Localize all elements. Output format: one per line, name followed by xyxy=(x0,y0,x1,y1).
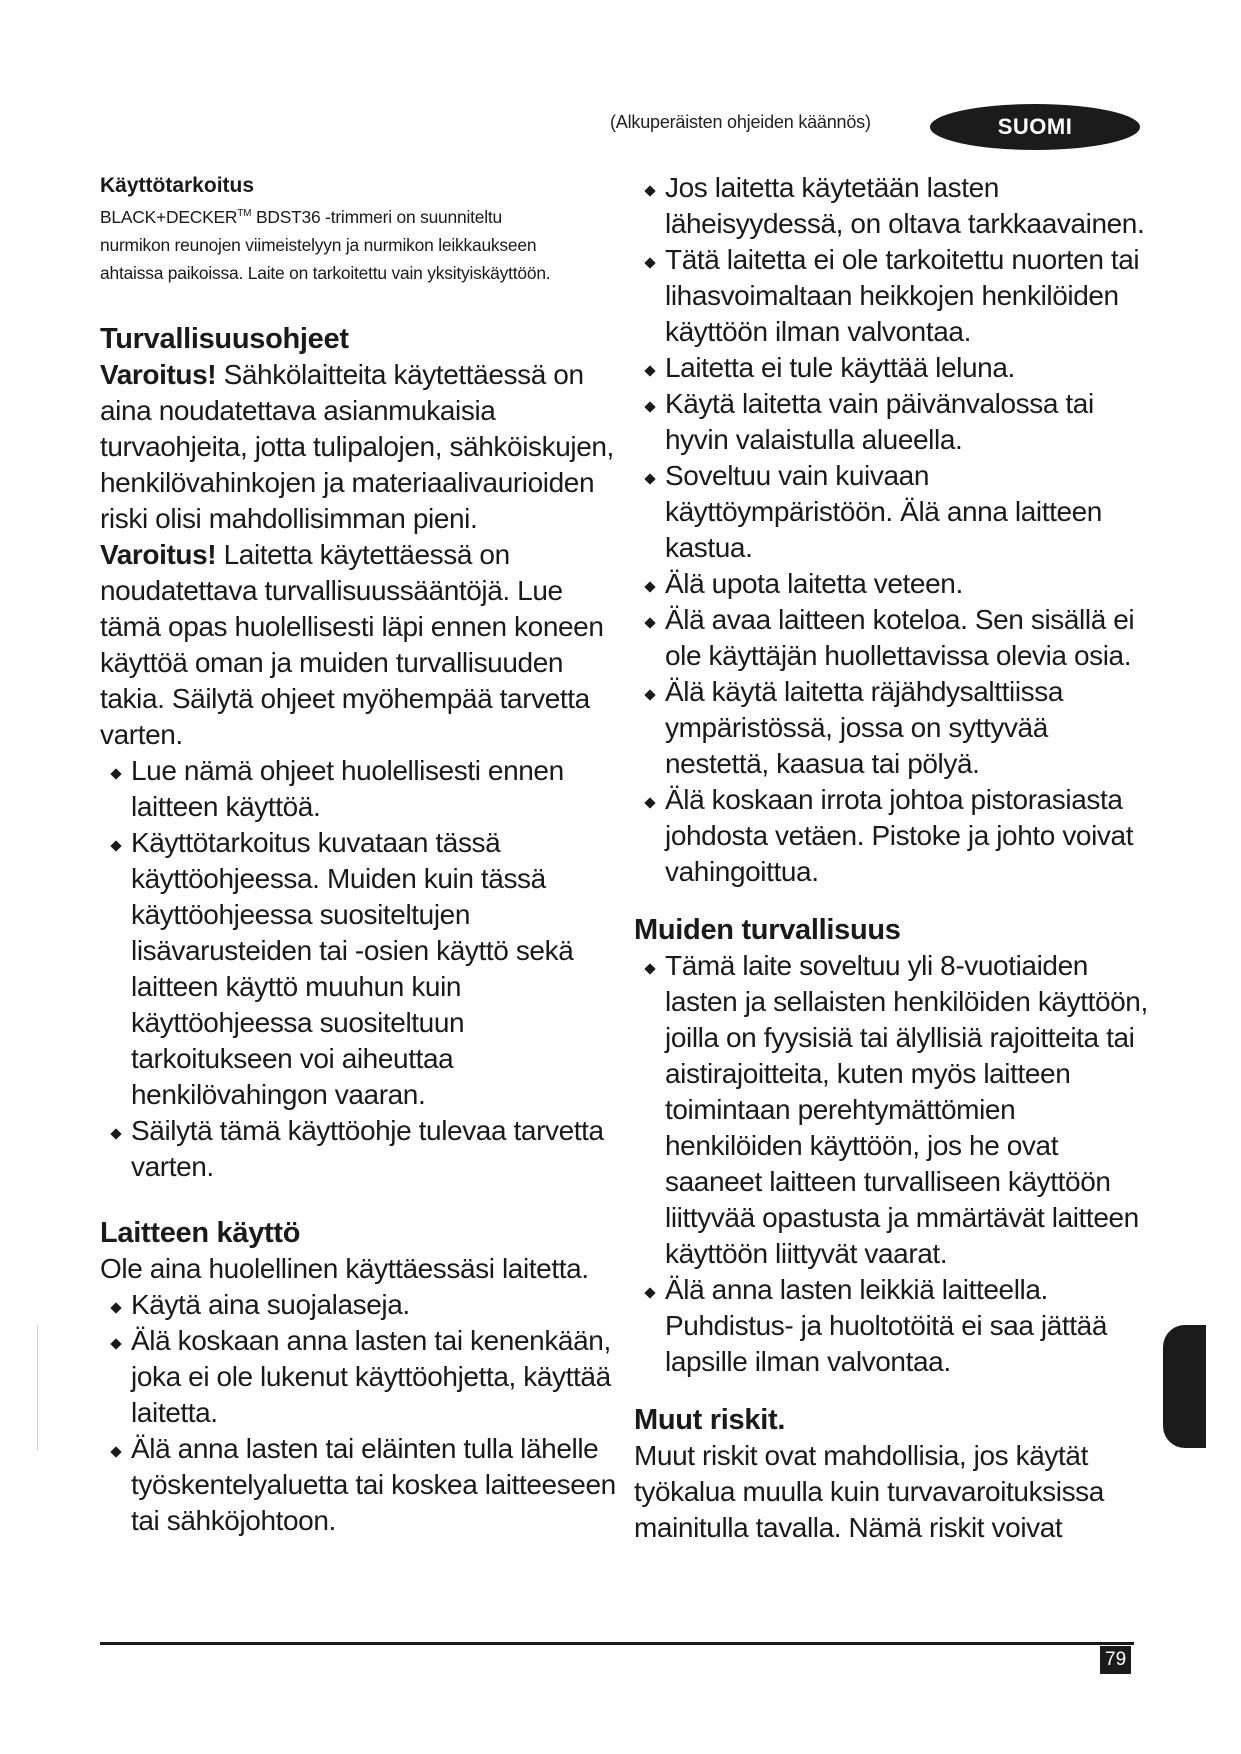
list-item: Käytä laitetta vain päivänvalossa tai hyvin valaistulla alueella. xyxy=(634,386,1154,458)
diamond-bullet-icon xyxy=(644,401,655,412)
purpose-heading: Käyttötarkoitus xyxy=(100,174,255,197)
section-side-tab xyxy=(1163,1325,1206,1448)
margin-line xyxy=(37,1325,38,1450)
warning-text-1: Sähkölaitteita käytettäessä on aina noudatettava asianmukaisia turvaohjeita, jotta tulipalojen, sähköiskujen, henkilövahinkojen ja materiaalivaurioiden riski olisi mahdollisimman pieni. xyxy=(100,358,614,534)
list-item: Älä avaa laitteen koteloa. Sen sisällä ei ole käyttäjän huollettavissa olevia osia. xyxy=(634,602,1154,674)
purpose-line-1: BDST36 -trimmeri on suunniteltu xyxy=(251,206,503,227)
left-column xyxy=(100,170,620,1539)
usage-bullet-list xyxy=(100,1287,620,1539)
diamond-bullet-icon xyxy=(110,1302,121,1313)
safety-heading: Turvallisuusohjeet xyxy=(100,322,349,355)
list-item: Älä anna lasten leikkiä laitteella. Puhdistus- ja huoltotöitä ei saa jättää lapsille ilman valvontaa. xyxy=(634,1272,1154,1380)
diamond-bullet-icon xyxy=(644,617,655,628)
purpose-text xyxy=(100,200,620,287)
diamond-bullet-icon xyxy=(644,963,655,974)
list-item: Älä koskaan anna lasten tai kenenkään, joka ei ole lukenut käyttöohjetta, käyttää laitetta. xyxy=(100,1323,620,1431)
language-badge: SUOMI xyxy=(930,104,1140,150)
safety-bullet-list xyxy=(100,753,620,1185)
diamond-bullet-icon xyxy=(644,797,655,808)
list-item: Älä upota laitetta veteen. xyxy=(634,566,1154,602)
brand-name: BLACK+DECKER xyxy=(100,206,238,227)
usage-heading: Laitteen käyttö xyxy=(100,1216,301,1249)
purpose-line-2: nurmikon reunojen viimeistelyyn ja nurmikon leikkaukseen xyxy=(100,234,537,255)
purpose-line-3: ahtaissa paikoissa. Laite on tarkoitettu vain yksityiskäyttöön. xyxy=(100,262,551,283)
list-item: Säilytä tämä käyttöohje tulevaa tarvetta varten. xyxy=(100,1113,620,1185)
list-item: Tätä laitetta ei ole tarkoitettu nuorten tai lihasvoimaltaan heikkojen henkilöiden käyttöön ilman valvontaa. xyxy=(634,242,1154,350)
diamond-bullet-icon xyxy=(644,365,655,376)
list-item: Tämä laite soveltuu yli 8-vuotiaiden lasten ja sellaisten henkilöiden käyttöön, joilla on fyysisiä tai älyllisiä rajoitteita tai aistirajoitteita, kuten myös laitteen toimintaan perehtymättömien henkilöiden käyttöön, jos he ovat saaneet laitteen turvalliseen käyttöön liittyvää opastusta ja mmärtävät laitteen käyttöön liittyvät vaarat. xyxy=(634,948,1154,1272)
diamond-bullet-icon xyxy=(644,257,655,268)
diamond-bullet-icon xyxy=(110,1446,121,1457)
list-item: Älä anna lasten tai eläinten tulla lähelle työskentelyaluetta tai koskea laitteeseen tai sähköjohtoon. xyxy=(100,1431,620,1539)
risks-heading: Muut riskit. xyxy=(634,1404,786,1436)
others-safety-heading: Muiden turvallisuus xyxy=(634,914,901,946)
diamond-bullet-icon xyxy=(644,689,655,700)
trademark-mark: TM xyxy=(237,208,252,219)
diamond-bullet-icon xyxy=(644,1287,655,1298)
diamond-bullet-icon xyxy=(644,473,655,484)
diamond-bullet-icon xyxy=(644,581,655,592)
list-item: Käytä aina suojalaseja. xyxy=(100,1287,620,1323)
usage-bullet-list-continued xyxy=(634,170,1154,890)
diamond-bullet-icon xyxy=(110,1338,121,1349)
list-item: Käyttötarkoitus kuvataan tässä käyttöohjeessa. Muiden kuin tässä käyttöohjeessa suositeltujen lisävarusteiden tai -osien käyttö sekä laitteen käyttö muuhun kuin käyttöohjeessa suositeltuun tarkoitukseen voi aiheuttaa henkilövahingon vaaran. xyxy=(100,825,620,1113)
diamond-bullet-icon xyxy=(110,840,121,851)
list-item: Älä koskaan irrota johtoa pistorasiasta johdosta vetäen. Pistoke ja johto voivat vahingoittua. xyxy=(634,782,1154,890)
warning-paragraph-1 xyxy=(100,357,620,537)
header-translation-note: (Alkuperäisten ohjeiden käännös) xyxy=(610,112,871,132)
list-item: Laitetta ei tule käyttää leluna. xyxy=(634,350,1154,386)
diamond-bullet-icon xyxy=(644,185,655,196)
list-item: Lue nämä ohjeet huolellisesti ennen laitteen käyttöä. xyxy=(100,753,620,825)
warning-text-2: Laitetta käytettäessä on noudatettava turvallisuussääntöjä. Lue tämä opas huolellisesti läpi ennen koneen käyttöä oman ja muiden turvallisuuden takia. Säilytä ohjeet myöhempää tarvetta varten. xyxy=(100,538,604,750)
list-item: Älä käytä laitetta räjähdysalttiissa ympäristössä, jossa on syttyvää nestettä, kaasua tai pölyä. xyxy=(634,674,1154,782)
page-number: 79 xyxy=(1100,1646,1131,1674)
right-column xyxy=(634,170,1154,1546)
warning-paragraph-2 xyxy=(100,537,620,753)
usage-intro: Ole aina huolellinen käyttäessäsi laitetta. xyxy=(100,1252,589,1284)
warning-label-1: Varoitus! xyxy=(100,358,217,390)
list-item: Soveltuu vain kuivaan käyttöympäristöön. Älä anna laitteen kastua. xyxy=(634,458,1154,566)
warning-label-2: Varoitus! xyxy=(100,538,217,570)
footer-divider xyxy=(100,1642,1134,1645)
list-item: Jos laitetta käytetään lasten läheisyydessä, on oltava tarkkaavainen. xyxy=(634,170,1154,242)
others-bullet-list xyxy=(634,948,1154,1380)
diamond-bullet-icon xyxy=(110,1128,121,1139)
diamond-bullet-icon xyxy=(110,768,121,779)
risks-text: Muut riskit ovat mahdollisia, jos käytät työkalua muulla kuin turvavaroituksissa mainitulla tavalla. Nämä riskit voivat xyxy=(634,1440,1104,1543)
